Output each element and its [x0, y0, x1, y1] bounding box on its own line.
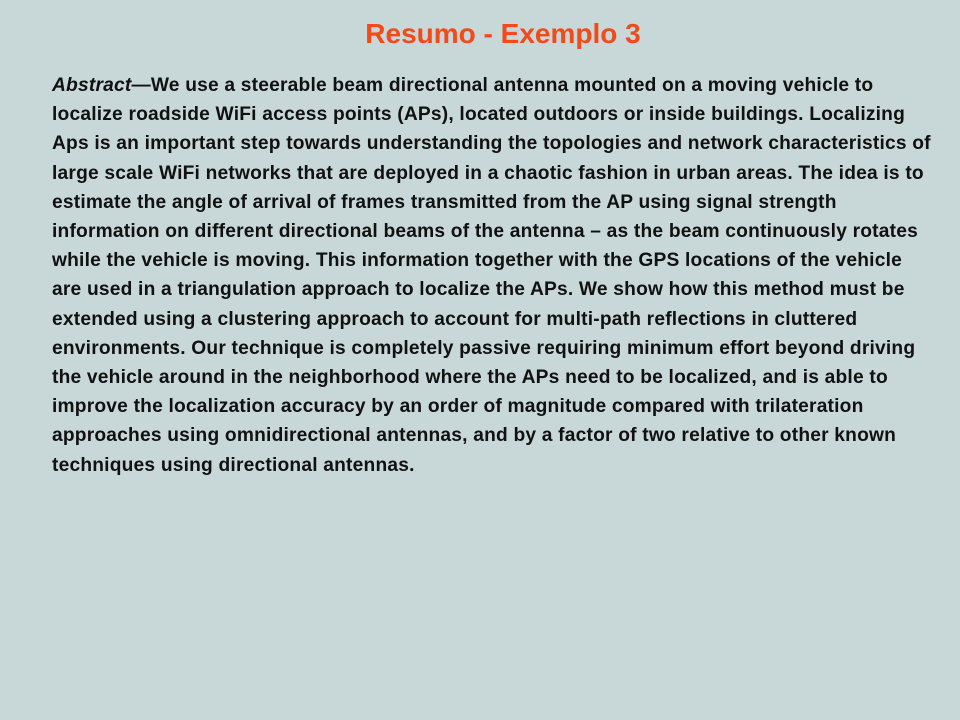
abstract-label: Abstract: [52, 75, 132, 96]
slide-title: Resumo - Exemplo 3: [365, 18, 641, 49]
abstract-paragraph: [52, 71, 932, 480]
abstract-text: —We use a steerable beam directional antenna mounted on a moving vehicle to localize roadside WiFi access points (APs), located outdoors or inside buildings. Localizing Aps is an important step towards understanding the topologies and network characteristics of large scale WiFi networks that are deployed in a chaotic fashion in urban areas. The idea is to estimate the angle of arrival of frames transmitted from the AP using signal strength information on different directional beams of the antenna – as the beam continuously rotates while the vehicle is moving. This information together with the GPS locations of the vehicle are used in a triangulation approach to localize the APs. We show how this method must be extended using a clustering approach to account for multi-path reflections in cluttered environments. Our technique is completely passive requiring minimum effort beyond driving the vehicle around in the neighborhood where the APs need to be localized, and is able to improve the localization accuracy by an order of magnitude compared with trilateration approaches using omnidirectional antennas, and by a factor of two relative to other known techniques using directional antennas.: [52, 75, 931, 476]
